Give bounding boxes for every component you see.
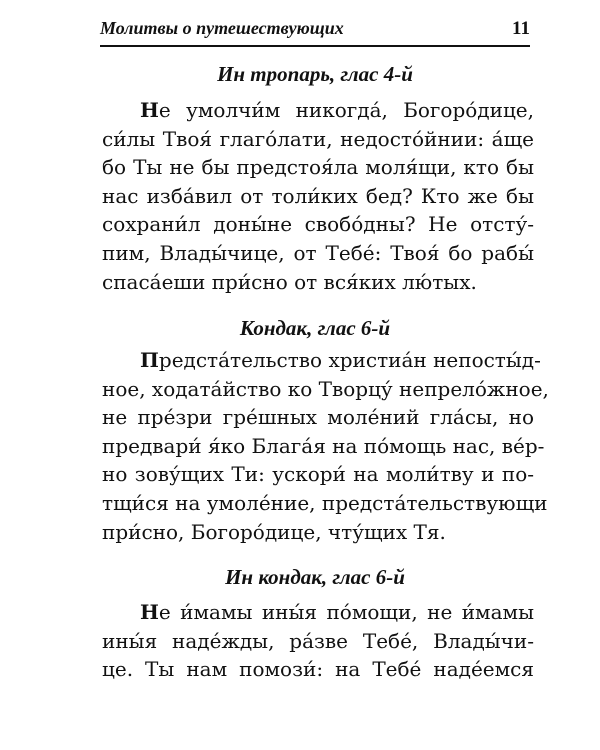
running-head	[100, 14, 530, 44]
prayer-text-other-kontakion	[102, 598, 534, 684]
text-line	[102, 598, 534, 627]
text-line: предвари́ я́ко Блага́я на по́мощь нас, ве́р-	[102, 433, 545, 458]
text-line: пим, Влады́чице, от Тебе́: Твоя́ бо рабы́	[102, 240, 534, 265]
text-line: си́лы Твоя́ глаго́лати, недосто́йнии: а́ще	[102, 126, 534, 151]
text-line: сохрани́л доны́не свобо́дны? Не отсту́-	[102, 212, 534, 237]
text-line: ное, ходата́йство ко Творцу́ непрело́жное,	[102, 376, 549, 401]
text-line: бо Ты не бы предстоя́ла моля́щи, кто бы	[102, 155, 534, 180]
text-line: но зову́щих Ти: ускори́ на моли́тву и по-	[102, 462, 534, 487]
text-line: тщи́ся на умоле́ние, предста́тельствующи	[102, 490, 548, 515]
drop-initial: Н	[140, 600, 159, 624]
text-line: ины́я наде́жды, ра́зве Тебе́, Влады́чи-	[102, 628, 534, 653]
section-heading-kontakion: Кондак, глас 6-й	[239, 316, 391, 340]
page-number: 11	[512, 18, 530, 39]
prayer-text-troparion	[102, 96, 534, 296]
text-line: це. Ты нам помози́: на Тебе́ наде́емся	[102, 657, 534, 682]
text-line: нас изба́вил от толи́ких бед? Кто же бы	[102, 183, 534, 208]
prayer-text-kontakion	[102, 346, 549, 546]
text-line	[102, 346, 541, 375]
text-line-rest: е умолчи́м никогда́, Богоро́дице,	[158, 98, 534, 122]
section-heading-troparion: Ин тропарь, глас 4-й	[217, 62, 413, 86]
drop-initial: П	[140, 348, 159, 372]
text-line: при́сно, Богоро́дице, чту́щих Тя.	[102, 519, 446, 544]
text-line-rest: е и́мамы ины́я по́мощи, не и́мамы	[158, 600, 534, 624]
text-line	[102, 96, 534, 125]
header-rule	[100, 45, 530, 47]
drop-initial: Н	[140, 98, 159, 122]
section-heading-other-kontakion: Ин кондак, глас 6-й	[225, 565, 405, 589]
text-line-rest: редста́тельство христиа́н непосты́д-	[158, 348, 541, 372]
running-title: Молитвы о путешествующих	[100, 18, 344, 38]
text-line: не пре́зри гре́шных моле́ний гла́сы, но	[102, 405, 534, 430]
text-line: спаса́еши при́сно от вся́ких лю́тых.	[102, 269, 477, 294]
